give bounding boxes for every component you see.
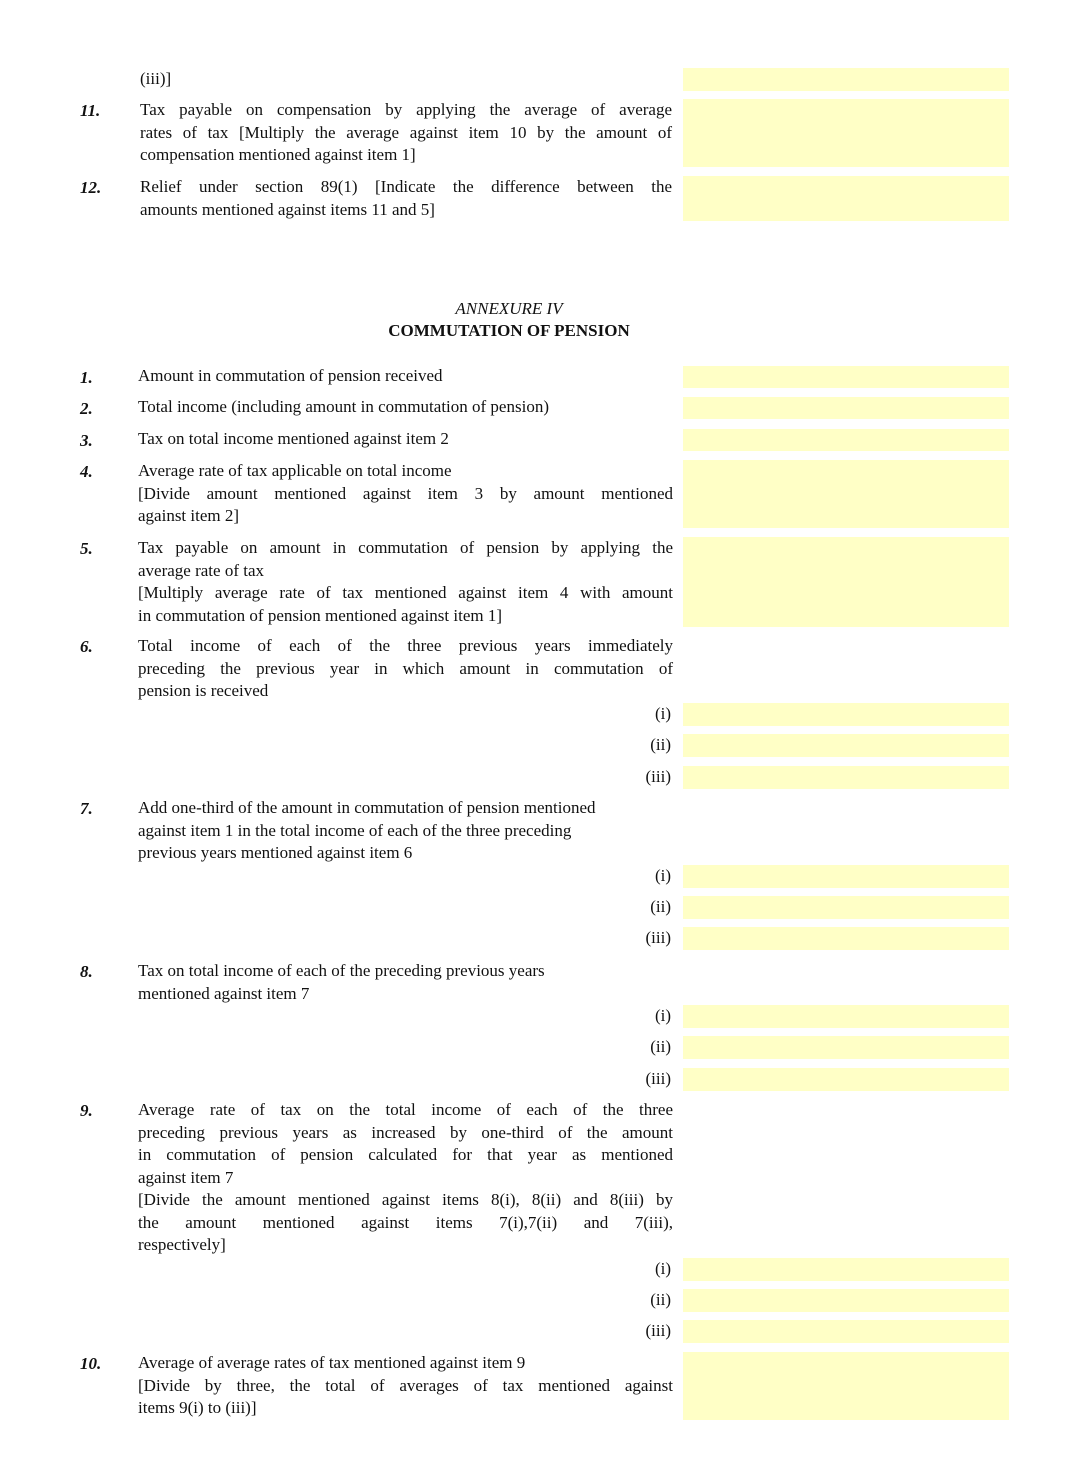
answer-field-9-iii[interactable] [683, 1320, 1009, 1343]
item-number: 3. [80, 431, 93, 450]
item-description-prev-11: Tax payable on compensation by applying the average of average rates of tax [Multiply the average against item 10 by the amount of compensation mentioned against item 1] [140, 100, 672, 164]
subitem-label: (iii) [645, 1069, 671, 1088]
answer-field-6-i[interactable] [683, 703, 1009, 726]
item-number: 12. [80, 178, 102, 197]
item-description-3: Tax on total income mentioned against item 2 [138, 429, 449, 448]
annexure-title: COMMUTATION OF PENSION [388, 321, 630, 340]
item-description-8: Tax on total income of each of the preceding previous years mentioned against item 7 [138, 961, 545, 1003]
item-number: 7. [80, 799, 93, 818]
item-description-7: Add one-third of the amount in commutation of pension mentioned against item 1 in the total income of each of the three preceding previous years mentioned against item 6 [138, 798, 596, 862]
subitem-label: (ii) [650, 1037, 671, 1056]
item-number: 9. [80, 1101, 93, 1120]
subitem-label: (i) [654, 1006, 671, 1025]
subitem-label: (i) [654, 704, 671, 723]
item-description-prev-12: Relief under section 89(1) [Indicate the difference between the amounts mentioned against items 11 and 5] [140, 177, 672, 219]
item-description-2: Total income (including amount in commutation of pension) [138, 397, 549, 416]
answer-field-1[interactable] [683, 366, 1009, 388]
item-number: 11. [80, 101, 101, 120]
answer-field-7-iii[interactable] [683, 927, 1009, 950]
item-description-4: Average rate of tax applicable on total income [Divide amount mentioned against item 3 by amount mentioned against item 2] [138, 461, 673, 525]
answer-field-10[interactable] [683, 1352, 1009, 1420]
carryover-subitem-label: (iii)] [140, 69, 172, 88]
subitem-label: (ii) [650, 1290, 671, 1309]
item-number: 10. [80, 1354, 102, 1373]
answer-field-2[interactable] [683, 397, 1009, 419]
item-description-6: Total income of each of the three previous years immediately preceding the previous year in which amount in commutation of pension is received [138, 636, 673, 700]
subitem-label: (iii) [645, 767, 671, 786]
answer-field-prev-12[interactable] [683, 176, 1009, 221]
answer-field-7-ii[interactable] [683, 896, 1009, 919]
item-description-9: Average rate of tax on the total income of each of the three preceding previous years as increased by one-third of the amount in commutation of pension calculated for that year as mentioned against item 7 [Divide the amount mentioned against items 8(i), 8(ii) and 8(iii) by the amount mentioned against items 7(i),7(ii) and 7(iii), respectively] [138, 1100, 673, 1254]
subitem-label: (iii) [645, 1321, 671, 1340]
answer-field-9-i[interactable] [683, 1258, 1009, 1281]
answer-field-8-iii[interactable] [683, 1068, 1009, 1091]
subitem-label: (iii) [645, 928, 671, 947]
answer-field-prev-11[interactable] [683, 99, 1009, 167]
answer-field-6-ii[interactable] [683, 734, 1009, 757]
answer-field-6-iii[interactable] [683, 766, 1009, 789]
answer-field-8-ii[interactable] [683, 1036, 1009, 1059]
item-description-10: Average of average rates of tax mentioned against item 9 [Divide by three, the total of averages of tax mentioned against items 9(i) to (iii)] [138, 1353, 673, 1417]
item-number: 1. [80, 368, 93, 387]
item-number: 8. [80, 962, 93, 981]
item-description-1: Amount in commutation of pension received [138, 366, 443, 385]
item-description-5: Tax payable on amount in commutation of pension by applying the average rate of tax [Multiply average rate of tax mentioned against item 4 with amount in commutation of pension mentioned against item 1] [138, 538, 673, 625]
answer-field-9-ii[interactable] [683, 1289, 1009, 1312]
item-number: 4. [80, 462, 93, 481]
item-number: 5. [80, 539, 93, 558]
item-number: 2. [80, 399, 93, 418]
answer-field-8-i[interactable] [683, 1005, 1009, 1028]
subitem-label: (ii) [650, 735, 671, 754]
subitem-label: (i) [654, 866, 671, 885]
subitem-label: (ii) [650, 897, 671, 916]
annexure-label: ANNEXURE IV [455, 299, 563, 318]
answer-field-4[interactable] [683, 460, 1009, 528]
item-number: 6. [80, 637, 93, 656]
answer-field-5[interactable] [683, 537, 1009, 627]
answer-field-3[interactable] [683, 429, 1009, 451]
answer-field-prev-iii[interactable] [683, 68, 1009, 91]
subitem-label: (i) [654, 1259, 671, 1278]
answer-field-7-i[interactable] [683, 865, 1009, 888]
